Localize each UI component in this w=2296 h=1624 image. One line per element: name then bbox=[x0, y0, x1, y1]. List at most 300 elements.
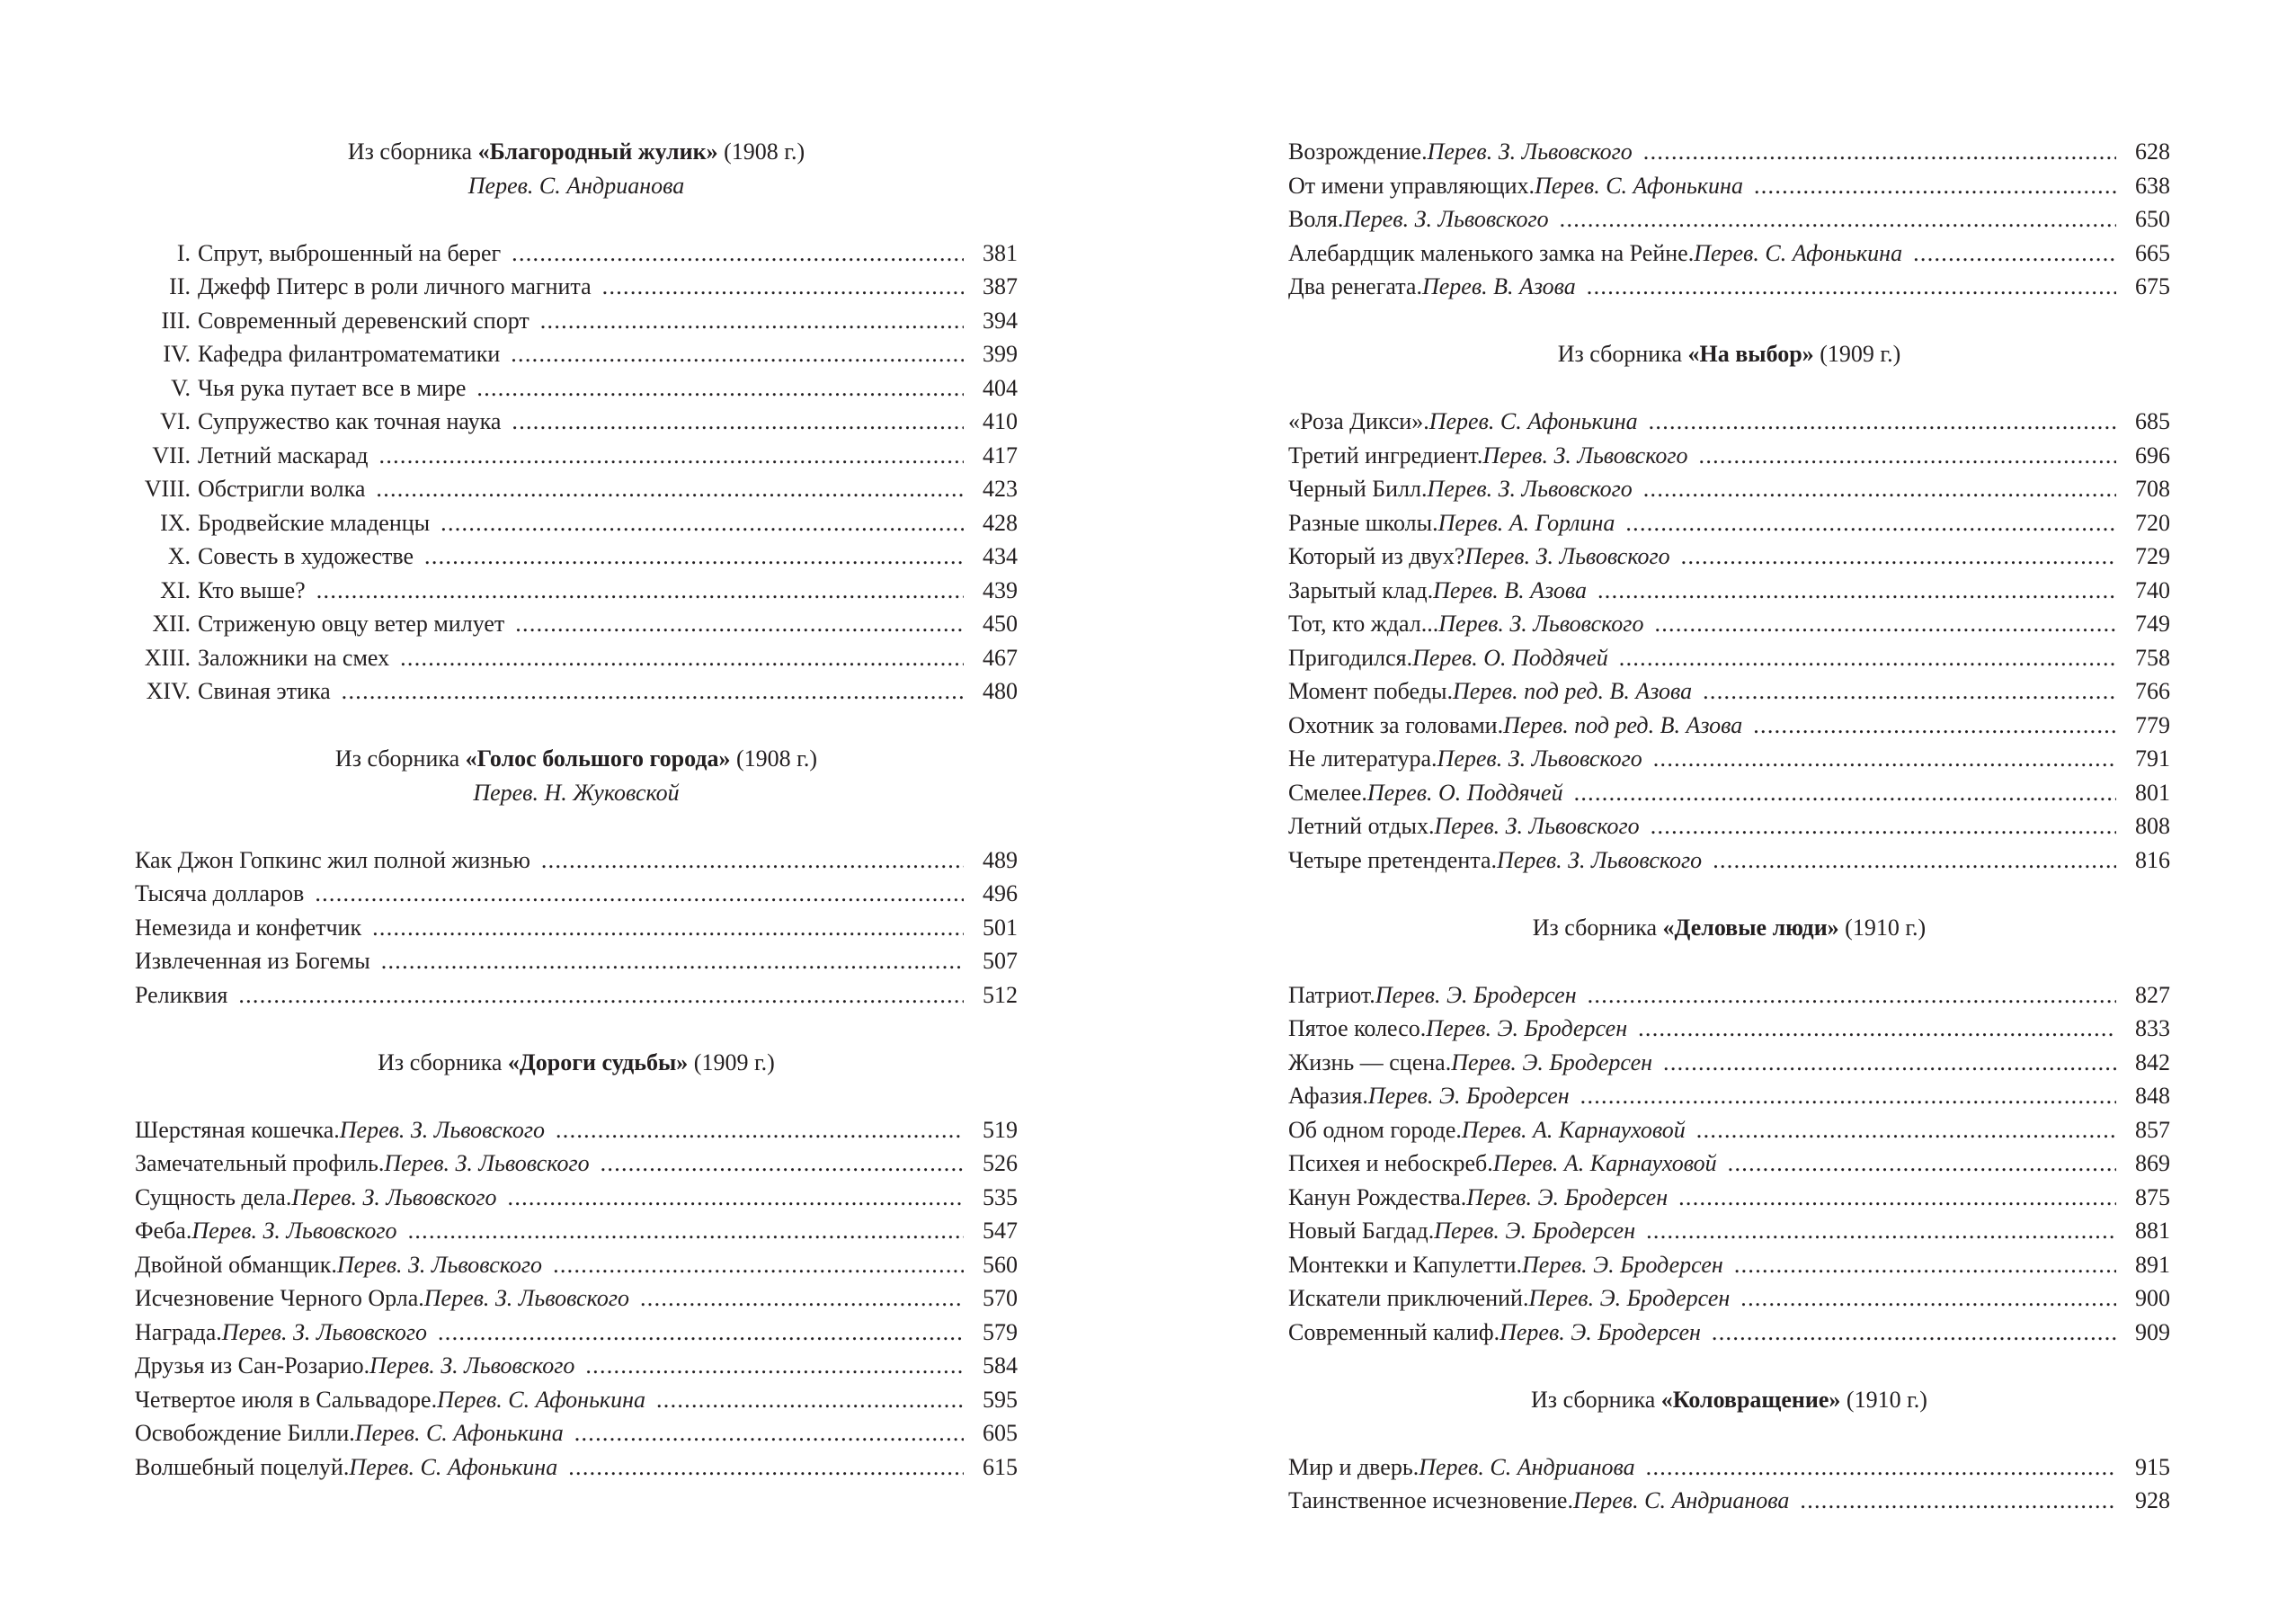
entry-page: 428 bbox=[983, 509, 1018, 536]
toc-entry[interactable] bbox=[1288, 202, 2170, 236]
entry-page: 605 bbox=[983, 1420, 1018, 1446]
toc-entry[interactable] bbox=[1288, 1181, 2170, 1215]
dot-leader bbox=[316, 574, 964, 608]
toc-entry[interactable] bbox=[1288, 978, 2170, 1013]
toc-entry[interactable] bbox=[1288, 1484, 2170, 1518]
entry-title: Искатели приключений. bbox=[1288, 1285, 1529, 1311]
entry-page: 423 bbox=[983, 476, 1018, 502]
entry-translator: Перев. Э. Бродерсен bbox=[1375, 981, 1577, 1008]
section-title-line bbox=[1288, 911, 2170, 945]
entry-page: 875 bbox=[2135, 1183, 2170, 1210]
entry-translator: Перев. А. Карнауховой bbox=[1461, 1116, 1686, 1143]
entry-translator: Перев. С. Афонькина bbox=[437, 1386, 645, 1413]
entry-title: Пятое колесо. bbox=[1288, 1015, 1427, 1041]
section-title-line bbox=[135, 742, 1018, 776]
dot-leader bbox=[1587, 270, 2116, 304]
entry-title: Об одном городе. bbox=[1288, 1116, 1462, 1143]
entry-page: 394 bbox=[983, 307, 1018, 334]
entry-translator: Перев. Э. Бродерсен bbox=[1434, 1218, 1636, 1244]
entry-title: Момент победы. bbox=[1288, 678, 1453, 704]
entry-page: 399 bbox=[983, 341, 1018, 367]
entry-title: Исчезновение Черного Орла. bbox=[135, 1285, 424, 1311]
entry-translator: Перев. З. Львовского bbox=[1438, 611, 1644, 637]
entry-page: 404 bbox=[983, 374, 1018, 401]
section-kolovrashchenie bbox=[1288, 1383, 2170, 1518]
entry-translator: Перев. С. Андрианова bbox=[1419, 1453, 1635, 1480]
entry-page: 560 bbox=[983, 1251, 1018, 1278]
section-delovye-lyudi bbox=[1288, 911, 2170, 1350]
entry-translator: Перев. З. Львовского bbox=[339, 1116, 545, 1143]
dot-leader bbox=[1681, 540, 2116, 574]
toc-entry[interactable] bbox=[135, 1349, 1018, 1383]
toc-entry[interactable] bbox=[1288, 607, 2170, 641]
entry-title: Замечательный профиль. bbox=[135, 1150, 385, 1176]
dot-leader bbox=[342, 674, 964, 709]
collection-year: (1908 г.) bbox=[717, 138, 805, 165]
toc-entry[interactable] bbox=[1288, 1046, 2170, 1080]
entry-translator: Перев. А. Карнауховой bbox=[1492, 1150, 1717, 1176]
section-prefix: Из сборника bbox=[334, 745, 466, 772]
entry-title: Разные школы. bbox=[1288, 509, 1438, 536]
toc-entry[interactable] bbox=[1288, 742, 2170, 776]
entry-title: Извлеченная из Богемы bbox=[135, 948, 370, 974]
dot-leader bbox=[376, 472, 964, 506]
section-heading bbox=[1288, 1383, 2170, 1417]
section-prefix: Из сборника bbox=[1532, 914, 1663, 941]
toc-entry[interactable] bbox=[135, 304, 1018, 338]
entry-title: Алебардщик маленького замка на Рейне. bbox=[1288, 239, 1695, 266]
dot-leader bbox=[372, 911, 964, 945]
section-na-vybor bbox=[1288, 337, 2170, 877]
section-title-line bbox=[135, 135, 1018, 169]
dot-leader bbox=[1649, 405, 2116, 439]
entry-translator: Перев. З. Львовского bbox=[1464, 543, 1670, 569]
dot-leader bbox=[1625, 506, 2116, 540]
toc-entry[interactable] bbox=[135, 1416, 1018, 1450]
entry-number: VIII. bbox=[144, 476, 191, 502]
entry-title: Кто выше? bbox=[198, 576, 306, 603]
section-title-line bbox=[135, 1046, 1018, 1080]
dot-leader bbox=[574, 1416, 964, 1450]
entry-page: 869 bbox=[2135, 1150, 2170, 1176]
dot-leader bbox=[1653, 742, 2116, 776]
entry-translator: Перев. В. Азова bbox=[1433, 576, 1587, 603]
entry-number: II. bbox=[169, 273, 191, 299]
entry-translator: Перев. С. Андрианова bbox=[1572, 1487, 1790, 1513]
entry-title: Джефф Питерс в роли личного магнита bbox=[198, 273, 592, 299]
entry-translator: Перев. Э. Бродерсен bbox=[1367, 1083, 1570, 1109]
entry-page: 480 bbox=[983, 678, 1018, 704]
toc-entry[interactable] bbox=[135, 506, 1018, 540]
section-prefix: Из сборника bbox=[1557, 341, 1688, 367]
entry-translator: Перев. З. Львовского bbox=[1496, 846, 1703, 873]
entry-title: Возрождение. bbox=[1288, 138, 1428, 165]
toc-entry[interactable] bbox=[1288, 1450, 2170, 1485]
toc-entry[interactable] bbox=[135, 1281, 1018, 1316]
toc-entry[interactable] bbox=[1288, 270, 2170, 304]
entry-page: 489 bbox=[983, 846, 1018, 873]
entry-title: От имени управляющих. bbox=[1288, 172, 1535, 199]
entry-title: Современный калиф. bbox=[1288, 1318, 1500, 1345]
dot-leader bbox=[553, 1248, 964, 1282]
entry-translator: Перев. под ред. В. Азова bbox=[1503, 711, 1743, 738]
entry-page: 842 bbox=[2135, 1048, 2170, 1075]
toc-list bbox=[1288, 1450, 2170, 1518]
dot-leader bbox=[1646, 1214, 2116, 1248]
toc-list bbox=[135, 843, 1018, 1013]
entry-title: Воля. bbox=[1288, 206, 1344, 232]
toc-entry[interactable] bbox=[135, 405, 1018, 439]
toc-entry[interactable] bbox=[1288, 709, 2170, 743]
toc-entry[interactable] bbox=[1288, 1248, 2170, 1282]
entry-page: 410 bbox=[983, 408, 1018, 434]
toc-entry[interactable] bbox=[135, 1450, 1018, 1485]
dot-leader bbox=[1712, 1316, 2116, 1350]
section-heading bbox=[1288, 911, 2170, 945]
entry-page: 848 bbox=[2135, 1083, 2170, 1109]
entry-translator: Перев. С. Афонькина bbox=[1535, 172, 1743, 199]
section-title-line bbox=[1288, 1383, 2170, 1417]
toc-entry[interactable] bbox=[135, 911, 1018, 945]
entry-title: Мир и дверь. bbox=[1288, 1453, 1419, 1480]
entry-page: 650 bbox=[2135, 206, 2170, 232]
dot-leader bbox=[1734, 1248, 2116, 1282]
entry-number: I. bbox=[176, 239, 191, 266]
dot-leader bbox=[408, 1214, 964, 1248]
entry-page: 417 bbox=[983, 442, 1018, 468]
entry-title: Друзья из Сан-Розарио. bbox=[135, 1352, 370, 1379]
dot-leader bbox=[1574, 776, 2116, 810]
dot-leader bbox=[1654, 607, 2116, 641]
toc-entry[interactable] bbox=[135, 337, 1018, 371]
entry-translator: Перев. З. Львовского bbox=[291, 1183, 497, 1210]
entry-translator: Перев. А. Горлина bbox=[1437, 509, 1615, 536]
toc-list bbox=[1288, 978, 2170, 1350]
toc-entry[interactable] bbox=[135, 236, 1018, 271]
toc-entry[interactable] bbox=[135, 944, 1018, 978]
dot-leader bbox=[1597, 574, 2116, 608]
toc-list bbox=[135, 236, 1018, 709]
entry-translator: Перев. С. Афонькина bbox=[349, 1453, 558, 1480]
toc-entry[interactable] bbox=[135, 1214, 1018, 1248]
entry-page: 579 bbox=[983, 1318, 1018, 1345]
entry-page: 915 bbox=[2135, 1453, 2170, 1480]
entry-page: 816 bbox=[2135, 846, 2170, 873]
dot-leader bbox=[1638, 1012, 2116, 1046]
entry-title: Кафедра филантроматематики bbox=[198, 341, 501, 367]
entry-page: 675 bbox=[2135, 273, 2170, 299]
toc-entry[interactable] bbox=[135, 1316, 1018, 1350]
entry-title: Обстригли волка bbox=[198, 476, 366, 502]
section-blagorodny-zhulik bbox=[135, 135, 1018, 709]
dot-leader bbox=[511, 337, 964, 371]
dot-leader bbox=[1703, 674, 2116, 709]
entry-page: 439 bbox=[983, 576, 1018, 603]
entry-page: 928 bbox=[2135, 1487, 2170, 1513]
entry-page: 801 bbox=[2135, 779, 2170, 806]
entry-title: Совесть в художестве bbox=[198, 543, 414, 569]
dot-leader bbox=[1913, 236, 2116, 271]
entry-title: Черный Билл. bbox=[1288, 476, 1428, 502]
toc-entry[interactable] bbox=[1288, 472, 2170, 506]
entry-title: Смелее. bbox=[1288, 779, 1367, 806]
dot-leader bbox=[1619, 641, 2116, 675]
entry-title: Монтекки и Капулетти. bbox=[1288, 1251, 1522, 1278]
entry-page: 891 bbox=[2135, 1251, 2170, 1278]
entry-page: 827 bbox=[2135, 981, 2170, 1008]
entry-page: 833 bbox=[2135, 1015, 2170, 1041]
entry-translator: Перев. З. Львовского bbox=[191, 1218, 397, 1244]
collection-name: «Дороги судьбы» bbox=[507, 1048, 689, 1075]
toc-entry[interactable] bbox=[135, 978, 1018, 1013]
entry-page: 535 bbox=[983, 1183, 1018, 1210]
toc-entry[interactable] bbox=[135, 1248, 1018, 1282]
toc-entry[interactable] bbox=[1288, 574, 2170, 608]
toc-entry[interactable] bbox=[135, 472, 1018, 506]
entry-page: 909 bbox=[2135, 1318, 2170, 1345]
entry-number: XII. bbox=[152, 611, 191, 637]
entry-translator: Перев. З. Львовского bbox=[1434, 813, 1640, 839]
dot-leader bbox=[1713, 843, 2116, 878]
section-heading bbox=[135, 1046, 1018, 1080]
collection-year: (1910 г.) bbox=[1838, 914, 1927, 941]
entry-page: 685 bbox=[2135, 408, 2170, 434]
toc-entry[interactable] bbox=[1288, 1147, 2170, 1181]
entry-page: 595 bbox=[983, 1386, 1018, 1413]
dot-leader bbox=[602, 270, 964, 304]
entry-page: 501 bbox=[983, 914, 1018, 941]
entry-translator: Перев. З. Львовского bbox=[1427, 138, 1633, 165]
entry-translator: Перев. З. Львовского bbox=[1427, 476, 1633, 502]
dot-leader bbox=[424, 540, 964, 574]
toc-entry[interactable] bbox=[135, 1147, 1018, 1181]
dot-leader bbox=[1643, 135, 2116, 169]
entry-title: Бродвейские младенцы bbox=[198, 509, 431, 536]
toc-entry[interactable] bbox=[1288, 1079, 2170, 1113]
dot-leader bbox=[556, 1113, 964, 1147]
entry-title: Летний отдых. bbox=[1288, 813, 1435, 839]
toc-entry[interactable] bbox=[1288, 1113, 2170, 1147]
collection-name: «Благородный жулик» bbox=[477, 138, 718, 165]
entry-page: 570 bbox=[983, 1285, 1018, 1311]
dot-leader bbox=[1678, 1181, 2116, 1215]
dot-leader bbox=[1646, 1450, 2116, 1485]
section-dorogi-sudby bbox=[135, 1046, 1018, 1485]
dot-leader bbox=[1580, 1079, 2116, 1113]
entry-translator: Перев. С. Афонькина bbox=[354, 1420, 564, 1446]
entry-title: Стриженую овцу ветер милует bbox=[198, 611, 505, 637]
dot-leader bbox=[1699, 439, 2116, 473]
entry-title: Который из двух? bbox=[1288, 543, 1465, 569]
entry-translator: Перев. Э. Бродерсен bbox=[1426, 1015, 1628, 1041]
toc-entry[interactable] bbox=[1288, 169, 2170, 203]
section-golos-bolshogo-goroda bbox=[135, 742, 1018, 1012]
entry-number: V. bbox=[171, 374, 191, 401]
collection-year: (1908 г.) bbox=[730, 745, 818, 772]
entry-page: 615 bbox=[983, 1453, 1018, 1480]
toc-entry[interactable] bbox=[135, 607, 1018, 641]
collection-name: «Деловые люди» bbox=[1662, 914, 1839, 941]
section-heading bbox=[1288, 337, 2170, 371]
toc-entry[interactable] bbox=[1288, 135, 2170, 169]
section-heading bbox=[135, 135, 1018, 202]
toc-entry[interactable] bbox=[135, 439, 1018, 473]
toc-entry[interactable] bbox=[135, 1181, 1018, 1215]
entry-page: 526 bbox=[983, 1150, 1018, 1176]
section-translator: Перев. С. Андрианова bbox=[467, 172, 685, 199]
dot-leader bbox=[601, 1147, 964, 1181]
entry-translator: Перев. Э. Бродерсен bbox=[1528, 1285, 1731, 1311]
entry-page: 766 bbox=[2135, 678, 2170, 704]
entry-translator: Перев. Э. Бродерсен bbox=[1500, 1318, 1701, 1345]
section-title-line bbox=[1288, 337, 2170, 371]
entry-title: Награда. bbox=[135, 1318, 222, 1345]
entry-title: Освобождение Билли. bbox=[135, 1420, 355, 1446]
toc-entry[interactable] bbox=[1288, 1214, 2170, 1248]
dot-leader bbox=[441, 506, 964, 540]
collection-year: (1909 г.) bbox=[1813, 341, 1901, 367]
toc-entry[interactable] bbox=[135, 574, 1018, 608]
entry-number: IV. bbox=[163, 341, 191, 367]
toc-entry[interactable] bbox=[135, 1383, 1018, 1417]
toc-list bbox=[135, 1113, 1018, 1485]
toc-list bbox=[1288, 405, 2170, 877]
entry-title: Супружество как точная наука bbox=[198, 408, 502, 434]
dot-leader bbox=[1696, 1113, 2116, 1147]
entry-page: 740 bbox=[2135, 576, 2170, 603]
entry-page: 628 bbox=[2135, 138, 2170, 165]
entry-title: Современный деревенский спорт bbox=[198, 307, 530, 334]
entry-title: Афазия. bbox=[1288, 1083, 1368, 1109]
toc-entry[interactable] bbox=[1288, 641, 2170, 675]
toc-entry[interactable] bbox=[135, 270, 1018, 304]
collection-name: «Голос большого города» bbox=[465, 745, 731, 772]
dot-leader bbox=[508, 1181, 964, 1215]
entry-translator: Перев. З. Львовского bbox=[336, 1251, 543, 1278]
entry-title: Немезида и конфетчик bbox=[135, 914, 362, 941]
entry-page: 749 bbox=[2135, 611, 2170, 637]
entry-number: X. bbox=[167, 543, 191, 569]
entry-page: 519 bbox=[983, 1116, 1018, 1143]
entry-translator: Перев. С. Афонькина bbox=[1694, 239, 1903, 266]
toc-entry[interactable] bbox=[135, 1113, 1018, 1147]
toc-entry[interactable] bbox=[135, 674, 1018, 709]
toc-entry[interactable] bbox=[1288, 1012, 2170, 1046]
toc-entry[interactable] bbox=[1288, 1281, 2170, 1316]
dot-leader bbox=[1651, 809, 2116, 843]
toc-entry[interactable] bbox=[1288, 439, 2170, 473]
section-prefix: Из сборника bbox=[1531, 1386, 1661, 1413]
entry-page: 507 bbox=[983, 948, 1018, 974]
entry-page: 881 bbox=[2135, 1218, 2170, 1244]
entry-title: Не литература. bbox=[1288, 745, 1437, 772]
toc-entry[interactable] bbox=[135, 540, 1018, 574]
toc-entry[interactable] bbox=[1288, 236, 2170, 271]
entry-page: 779 bbox=[2135, 711, 2170, 738]
entry-title: Канун Рождества. bbox=[1288, 1183, 1467, 1210]
toc-entry[interactable] bbox=[135, 877, 1018, 911]
entry-translator: Перев. С. Афонькина bbox=[1428, 408, 1638, 434]
entry-translator: Перев. З. Львовского bbox=[1437, 745, 1642, 772]
entry-translator: Перев. З. Львовского bbox=[221, 1318, 427, 1345]
entry-page: 434 bbox=[983, 543, 1018, 569]
toc-entry[interactable] bbox=[1288, 674, 2170, 709]
dot-leader bbox=[1740, 1281, 2116, 1316]
dot-leader bbox=[1800, 1484, 2116, 1518]
entry-translator: Перев. под ред. В. Азова bbox=[1452, 678, 1693, 704]
toc-entry[interactable] bbox=[1288, 540, 2170, 574]
entry-title: Реликвия bbox=[135, 981, 228, 1008]
toc-entry[interactable] bbox=[1288, 776, 2170, 810]
entry-number: XIV. bbox=[146, 678, 191, 704]
toc-entry[interactable] bbox=[1288, 809, 2170, 843]
entry-title: Заложники на смех bbox=[198, 644, 390, 671]
entry-title: Тысяча долларов bbox=[135, 880, 305, 906]
dot-leader bbox=[1588, 978, 2116, 1013]
entry-translator: Перев. З. Львовского bbox=[423, 1285, 629, 1311]
dot-leader bbox=[585, 1349, 964, 1383]
entry-translator: Перев. О. Поддячей bbox=[1412, 644, 1608, 671]
dot-leader bbox=[476, 371, 964, 406]
toc-entry[interactable] bbox=[135, 371, 1018, 406]
entry-number: VII. bbox=[152, 442, 191, 468]
entry-number: XIII. bbox=[144, 644, 191, 671]
entry-page: 758 bbox=[2135, 644, 2170, 671]
entry-page: 791 bbox=[2135, 745, 2170, 772]
entry-title: Психея и небоскреб. bbox=[1288, 1150, 1493, 1176]
entry-page: 450 bbox=[983, 611, 1018, 637]
dot-leader bbox=[1728, 1147, 2116, 1181]
entry-title: Два ренегата. bbox=[1288, 273, 1422, 299]
dot-leader bbox=[381, 944, 964, 978]
collection-year: (1910 г.) bbox=[1840, 1386, 1927, 1413]
entry-title: Свиная этика bbox=[198, 678, 331, 704]
left-page bbox=[135, 135, 1018, 1484]
toc-entry[interactable] bbox=[1288, 843, 2170, 878]
entry-page: 696 bbox=[2135, 442, 2170, 468]
section-heading bbox=[135, 742, 1018, 809]
entry-title: «Роза Дикси». bbox=[1288, 408, 1429, 434]
entry-title: Зарытый клад. bbox=[1288, 576, 1434, 603]
entry-number: IX. bbox=[160, 509, 191, 536]
entry-title: Феба. bbox=[135, 1218, 192, 1244]
toc-entry[interactable] bbox=[1288, 405, 2170, 439]
entry-translator: Перев. Э. Бродерсен bbox=[1466, 1183, 1669, 1210]
dot-leader bbox=[315, 877, 964, 911]
entry-title: Летний маскарад bbox=[198, 442, 369, 468]
toc-entry[interactable] bbox=[135, 843, 1018, 878]
toc-entry[interactable] bbox=[135, 641, 1018, 675]
section-dorogi-sudby-continued bbox=[1288, 135, 2170, 304]
toc-entry[interactable] bbox=[1288, 506, 2170, 540]
entry-page: 638 bbox=[2135, 172, 2170, 199]
entry-number: III. bbox=[161, 307, 191, 334]
section-prefix: Из сборника bbox=[347, 138, 478, 165]
entry-page: 547 bbox=[983, 1218, 1018, 1244]
section-prefix: Из сборника bbox=[378, 1048, 508, 1075]
entry-translator: Перев. З. Львовского bbox=[384, 1150, 590, 1176]
dot-leader bbox=[1663, 1046, 2116, 1080]
toc-entry[interactable] bbox=[1288, 1316, 2170, 1350]
dot-leader bbox=[540, 304, 964, 338]
entry-page: 584 bbox=[983, 1352, 1018, 1379]
right-page bbox=[1288, 135, 2170, 1518]
dot-leader bbox=[656, 1383, 964, 1417]
entry-title: Тот, кто ждал... bbox=[1288, 611, 1439, 637]
entry-translator: Перев. В. Азова bbox=[1421, 273, 1576, 299]
entry-title: Шерстяная кошечка. bbox=[135, 1116, 340, 1143]
entry-title: Таинственное исчезновение. bbox=[1288, 1487, 1573, 1513]
